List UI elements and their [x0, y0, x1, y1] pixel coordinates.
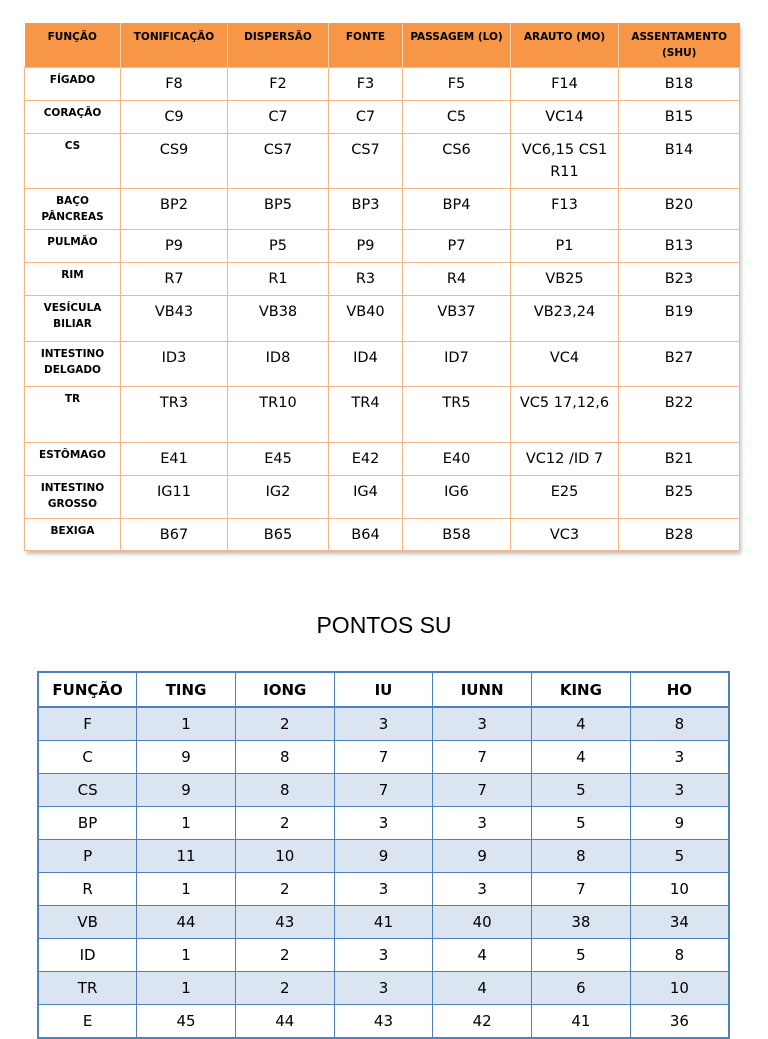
table-row	[25, 518, 740, 550]
table-cell: IG2	[228, 475, 329, 518]
table-cell: E42	[329, 442, 403, 475]
table-cell: 9	[137, 774, 236, 807]
column-header-iu: IU	[334, 672, 433, 707]
table-cell: 7	[334, 774, 433, 807]
table-row	[25, 188, 740, 229]
table-cell: VC4	[511, 341, 619, 386]
table-cell: 4	[433, 939, 532, 972]
row-function-cell: RIM	[25, 262, 121, 295]
table-cell: ID8	[228, 341, 329, 386]
table-cell: VB25	[511, 262, 619, 295]
table-cell: VB23,24	[511, 295, 619, 341]
table-cell: P7	[403, 229, 511, 262]
table-row	[25, 295, 740, 341]
table-cell: 5	[630, 840, 729, 873]
table-cell: 1	[137, 873, 236, 906]
table-cell: IG6	[403, 475, 511, 518]
table-cell: VB38	[228, 295, 329, 341]
table-cell: 10	[630, 972, 729, 1005]
table-cell: R4	[403, 262, 511, 295]
table-cell: 8	[235, 774, 334, 807]
table-cell: P9	[121, 229, 228, 262]
row-function-cell: CORAÇÃO	[25, 100, 121, 133]
table-cell: 8	[630, 707, 729, 741]
row-function-cell: VB	[38, 906, 137, 939]
table-header-row	[38, 672, 729, 707]
table-cell: 1	[137, 939, 236, 972]
table-cell: B58	[403, 518, 511, 550]
table-cell: 43	[334, 1005, 433, 1039]
table-cell: 8	[630, 939, 729, 972]
column-header-funcao: FUNÇÃO	[25, 23, 121, 67]
row-function-cell: INTESTINO DELGADO	[25, 341, 121, 386]
table-cell: VC12 /ID 7	[511, 442, 619, 475]
table-cell: CS6	[403, 133, 511, 188]
table-cell: R3	[329, 262, 403, 295]
row-function-cell: PULMÃO	[25, 229, 121, 262]
table-cell: 5	[532, 807, 631, 840]
table-cell: 3	[433, 707, 532, 741]
table-cell: 42	[433, 1005, 532, 1039]
row-function-cell: R	[38, 873, 137, 906]
table-cell: C7	[329, 100, 403, 133]
su-points-table	[37, 671, 730, 1039]
table-cell: 5	[532, 774, 631, 807]
column-header-ting: TING	[137, 672, 236, 707]
table-cell: 4	[433, 972, 532, 1005]
row-function-cell: BP	[38, 807, 137, 840]
table-cell: E45	[228, 442, 329, 475]
table-row	[25, 67, 740, 100]
table-cell: E25	[511, 475, 619, 518]
table-cell: B28	[619, 518, 740, 550]
table-cell: B25	[619, 475, 740, 518]
table-cell: TR3	[121, 386, 228, 442]
table-cell: 9	[137, 741, 236, 774]
row-function-cell: CS	[38, 774, 137, 807]
table-cell: BP3	[329, 188, 403, 229]
meridian-points-table	[24, 23, 740, 551]
table-cell: F5	[403, 67, 511, 100]
table-cell: C9	[121, 100, 228, 133]
table-cell: 2	[235, 707, 334, 741]
table-cell: 2	[235, 939, 334, 972]
table-cell: B65	[228, 518, 329, 550]
table-cell: VB37	[403, 295, 511, 341]
table-cell: 3	[433, 873, 532, 906]
column-header-passagem: PASSAGEM (LO)	[403, 23, 511, 67]
table-cell: 3	[630, 741, 729, 774]
row-function-cell: ESTÔMAGO	[25, 442, 121, 475]
table-cell: 40	[433, 906, 532, 939]
table-cell: 3	[334, 972, 433, 1005]
column-header-arauto: ARAUTO (MO)	[511, 23, 619, 67]
table-cell: 36	[630, 1005, 729, 1039]
table-cell: BP4	[403, 188, 511, 229]
row-function-cell: BEXIGA	[25, 518, 121, 550]
meridian-points-table-container	[24, 23, 739, 551]
table-cell: VB40	[329, 295, 403, 341]
table-cell: 9	[334, 840, 433, 873]
column-header-assentamento: ASSENTAMENTO (SHU)	[619, 23, 740, 67]
table-cell: B19	[619, 295, 740, 341]
table-cell: 3	[334, 939, 433, 972]
table-cell: B14	[619, 133, 740, 188]
table-cell: ID3	[121, 341, 228, 386]
table-cell: 44	[235, 1005, 334, 1039]
row-function-cell: FÍGADO	[25, 67, 121, 100]
table-cell: R1	[228, 262, 329, 295]
table-cell: 7	[433, 741, 532, 774]
table-row	[25, 262, 740, 295]
table-cell: 1	[137, 707, 236, 741]
table-row	[38, 774, 729, 807]
table-cell: C5	[403, 100, 511, 133]
column-header-fonte: FONTE	[329, 23, 403, 67]
row-function-cell: TR	[25, 386, 121, 442]
table-row	[25, 133, 740, 188]
table-row	[38, 873, 729, 906]
table-cell: P9	[329, 229, 403, 262]
table-cell: CS9	[121, 133, 228, 188]
table-row	[38, 707, 729, 741]
column-header-ho: HO	[630, 672, 729, 707]
table-cell: TR4	[329, 386, 403, 442]
table-cell: E41	[121, 442, 228, 475]
table-cell: 44	[137, 906, 236, 939]
table-cell: B20	[619, 188, 740, 229]
row-function-cell: BAÇO PÂNCREAS	[25, 188, 121, 229]
table-row	[38, 807, 729, 840]
table-cell: B15	[619, 100, 740, 133]
table-row	[38, 972, 729, 1005]
table-cell: 9	[630, 807, 729, 840]
table-cell: 6	[532, 972, 631, 1005]
table-cell: 7	[334, 741, 433, 774]
table-row	[25, 475, 740, 518]
table-cell: TR10	[228, 386, 329, 442]
table-row	[38, 939, 729, 972]
table-cell: 3	[433, 807, 532, 840]
table-row	[38, 906, 729, 939]
table-cell: 3	[334, 707, 433, 741]
table-cell: VC5 17,12,6	[511, 386, 619, 442]
section-heading: PONTOS SU	[316, 612, 452, 638]
table-cell: CS7	[228, 133, 329, 188]
column-header-king: KING	[532, 672, 631, 707]
table-cell: 10	[630, 873, 729, 906]
table-cell: IG11	[121, 475, 228, 518]
table-cell: 1	[137, 807, 236, 840]
table-cell: 1	[137, 972, 236, 1005]
table-cell: 11	[137, 840, 236, 873]
table-cell: B23	[619, 262, 740, 295]
table-cell: F3	[329, 67, 403, 100]
table-header-row	[25, 23, 740, 67]
table-cell: 5	[532, 939, 631, 972]
table-cell: 4	[532, 707, 631, 741]
table-cell: 45	[137, 1005, 236, 1039]
table-cell: B13	[619, 229, 740, 262]
column-header-iong: IONG	[235, 672, 334, 707]
row-function-cell: VESÍCULA BILIAR	[25, 295, 121, 341]
table-cell: 7	[532, 873, 631, 906]
table-row	[38, 741, 729, 774]
table-cell: IG4	[329, 475, 403, 518]
table-cell: 34	[630, 906, 729, 939]
table-row	[25, 100, 740, 133]
table-cell: 2	[235, 873, 334, 906]
table-cell: F14	[511, 67, 619, 100]
table-cell: 43	[235, 906, 334, 939]
table-row	[25, 386, 740, 442]
table-cell: VC6,15 CS1 R11	[511, 133, 619, 188]
table-cell: E40	[403, 442, 511, 475]
row-function-cell: INTESTINO GROSSO	[25, 475, 121, 518]
table-cell: 7	[433, 774, 532, 807]
table-cell: 3	[630, 774, 729, 807]
table-cell: 8	[532, 840, 631, 873]
table-cell: F2	[228, 67, 329, 100]
table-cell: BP5	[228, 188, 329, 229]
table-cell: B18	[619, 67, 740, 100]
table-cell: VC14	[511, 100, 619, 133]
row-function-cell: TR	[38, 972, 137, 1005]
table-cell: ID7	[403, 341, 511, 386]
column-header-funcao: FUNÇÃO	[38, 672, 137, 707]
row-function-cell: P	[38, 840, 137, 873]
table-cell: B21	[619, 442, 740, 475]
table-cell: VB43	[121, 295, 228, 341]
table-cell: B27	[619, 341, 740, 386]
table-cell: 2	[235, 807, 334, 840]
table-cell: B22	[619, 386, 740, 442]
table-row	[25, 442, 740, 475]
table-cell: F13	[511, 188, 619, 229]
table-cell: VC3	[511, 518, 619, 550]
column-header-iunn: IUNN	[433, 672, 532, 707]
table-cell: 9	[433, 840, 532, 873]
table-cell: 41	[334, 906, 433, 939]
table-cell: 2	[235, 972, 334, 1005]
table-cell: 8	[235, 741, 334, 774]
table-row	[25, 229, 740, 262]
column-header-dispersao: DISPERSÃO	[228, 23, 329, 67]
table-cell: P1	[511, 229, 619, 262]
table-cell: 10	[235, 840, 334, 873]
table-cell: B64	[329, 518, 403, 550]
table-cell: B67	[121, 518, 228, 550]
table-cell: P5	[228, 229, 329, 262]
row-function-cell: C	[38, 741, 137, 774]
table-cell: F8	[121, 67, 228, 100]
table-cell: 4	[532, 741, 631, 774]
row-function-cell: ID	[38, 939, 137, 972]
table-cell: 41	[532, 1005, 631, 1039]
table-cell: 3	[334, 807, 433, 840]
table-cell: BP2	[121, 188, 228, 229]
table-cell: CS7	[329, 133, 403, 188]
table-cell: ID4	[329, 341, 403, 386]
column-header-tonificacao: TONIFICAÇÃO	[121, 23, 228, 67]
table-row	[25, 341, 740, 386]
row-function-cell: E	[38, 1005, 137, 1039]
table-cell: 38	[532, 906, 631, 939]
row-function-cell: F	[38, 707, 137, 741]
row-function-cell: CS	[25, 133, 121, 188]
table-cell: TR5	[403, 386, 511, 442]
table-row	[38, 840, 729, 873]
table-cell: 3	[334, 873, 433, 906]
table-row	[38, 1005, 729, 1039]
table-cell: R7	[121, 262, 228, 295]
table-cell: C7	[228, 100, 329, 133]
